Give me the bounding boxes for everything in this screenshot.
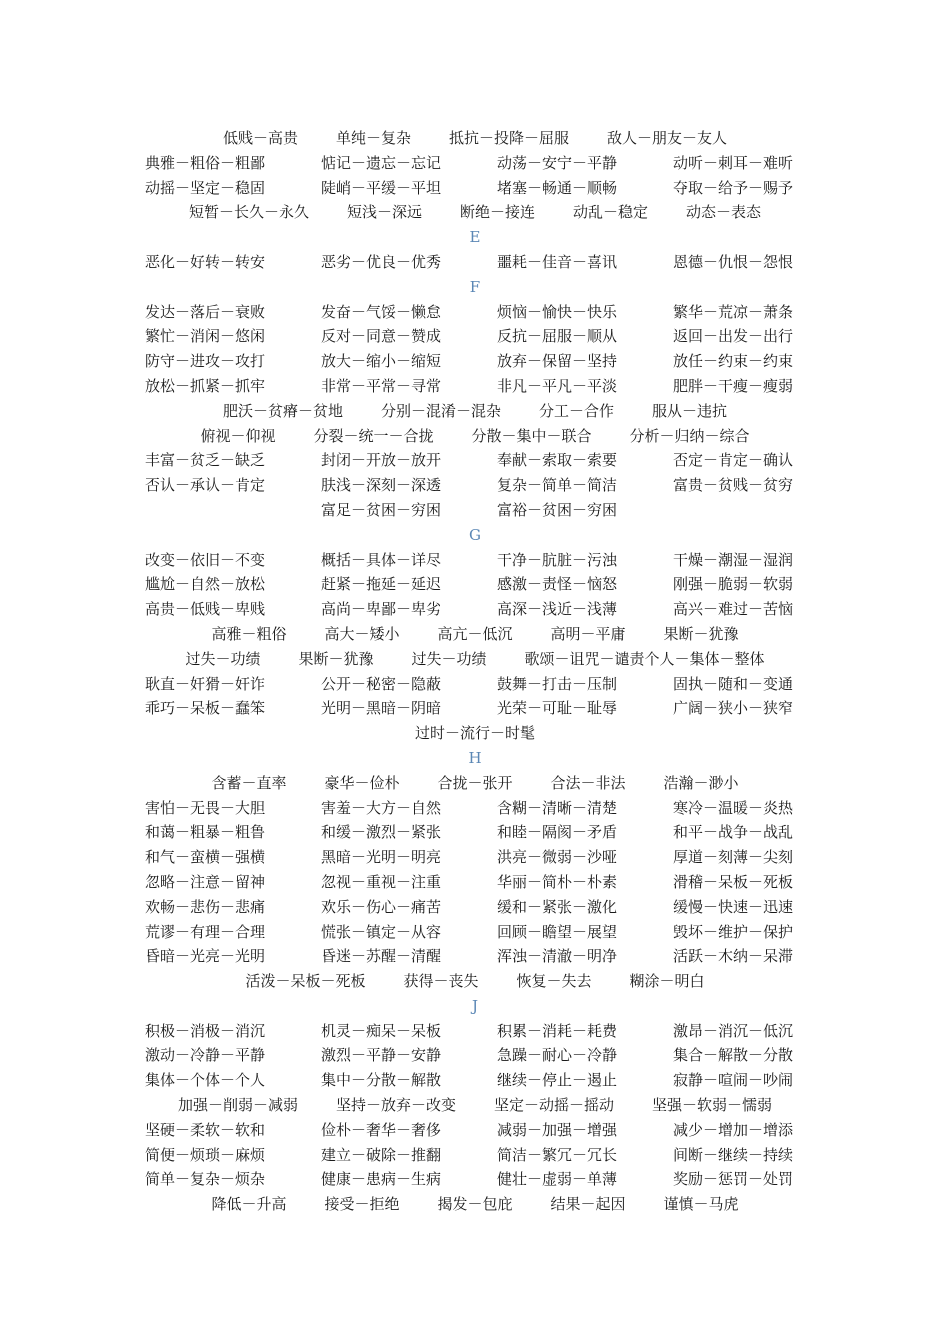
antonym-entry: 富贵－贫贱－贫穷 <box>673 476 794 495</box>
antonym-entry: 复杂－简单－简洁 <box>497 476 618 495</box>
antonym-entry: 果断－犹豫 <box>298 649 374 668</box>
antonym-entry: 降低－升高 <box>211 1195 287 1214</box>
antonym-entry: 恶劣－优良－优秀 <box>321 252 442 271</box>
antonym-entry: 发奋－气馁－懒怠 <box>321 302 442 321</box>
antonym-entry: 健壮－虚弱－单薄 <box>497 1170 618 1189</box>
antonym-entry: 概括－具体－详尽 <box>321 550 442 569</box>
word-row <box>0 796 950 821</box>
antonym-entry: 缓和－紧张－激化 <box>497 897 618 916</box>
antonym-entry: 典雅－粗俗－粗鄙 <box>145 153 266 172</box>
antonym-entry: 烦恼－愉快－快乐 <box>497 302 618 321</box>
antonym-entry: 害羞－大方－自然 <box>321 798 442 817</box>
antonym-entry: 坚持－放弃－改变 <box>335 1096 456 1115</box>
antonym-entry: 光荣－可耻－耻辱 <box>497 699 618 718</box>
antonym-entry: 低贱－高贵 <box>222 129 298 147</box>
antonym-entry: 高深－浅近－浅薄 <box>497 600 618 619</box>
antonym-entry: 断绝－接连 <box>459 203 535 222</box>
antonym-entry: 俭朴－奢华－奢侈 <box>321 1120 442 1139</box>
antonym-entry: 放松－抓紧－抓牢 <box>145 376 266 395</box>
antonym-list <box>0 126 950 1217</box>
antonym-entry: 否认－承认－肯定 <box>145 476 266 495</box>
antonym-entry: 非凡－平凡－平淡 <box>497 376 618 395</box>
antonym-entry: 鼓舞－打击－压制 <box>497 674 618 693</box>
antonym-entry: 防守－进攻－攻打 <box>145 352 266 371</box>
antonym-entry: 公开－秘密－隐蔽 <box>321 674 442 693</box>
antonym-entry: 谨慎－马虎 <box>663 1195 739 1214</box>
antonym-entry: 激烈－平静－安静 <box>321 1046 442 1065</box>
antonym-entry: 简便－烦琐－麻烦 <box>145 1145 266 1164</box>
word-row <box>0 300 950 325</box>
antonym-entry: 和缓－激烈－紧张 <box>321 823 442 842</box>
antonym-entry: 和睦－隔阂－矛盾 <box>497 823 618 842</box>
antonym-entry: 豪华－俭朴 <box>324 773 400 792</box>
antonym-entry: 过时－流行－时髦 <box>414 724 535 743</box>
antonym-entry: 简洁－繁冗－冗长 <box>497 1145 618 1164</box>
word-row <box>0 895 950 920</box>
word-row <box>0 250 950 275</box>
antonym-entry: 集体－个体－个人 <box>145 1071 266 1090</box>
word-row <box>0 820 950 845</box>
antonym-entry: 过失－功绩 <box>185 649 261 668</box>
antonym-entry: 积极－消极－消沉 <box>145 1021 266 1040</box>
word-row <box>0 473 950 498</box>
antonym-entry: 繁忙－消闲－悠闲 <box>145 327 266 346</box>
antonym-entry: 动听－刺耳－难听 <box>673 153 794 172</box>
antonym-entry: 坚定－动摇－摇动 <box>494 1096 615 1115</box>
word-row <box>0 126 950 151</box>
antonym-entry: 广阔－狭小－狭窄 <box>673 699 794 718</box>
antonym-entry: 忽视－重视－注重 <box>321 872 442 891</box>
antonym-entry: 服从－违抗 <box>652 401 728 420</box>
word-row <box>0 498 950 523</box>
antonym-entry: 感激－责怪－恼怒 <box>497 575 618 594</box>
antonym-entry: 结果－起因 <box>550 1195 626 1214</box>
antonym-entry: 反对－同意－赞成 <box>321 327 442 346</box>
antonym-entry: 活跃－木纳－呆滞 <box>673 947 794 966</box>
word-row <box>0 1093 950 1118</box>
antonym-entry: 寒冷－温暖－炎热 <box>673 798 794 817</box>
antonym-entry: 含蓄－直率 <box>211 773 287 792</box>
antonym-entry: 动摇－坚定－稳固 <box>145 178 266 197</box>
word-row <box>0 151 950 176</box>
antonym-entry: 动乱－稳定 <box>573 203 649 222</box>
antonym-entry: 害怕－无畏－大胆 <box>145 798 266 817</box>
antonym-entry: 乖巧－呆板－蠢笨 <box>145 699 266 718</box>
antonym-entry: 赶紧－拖延－延迟 <box>321 575 442 594</box>
antonym-entry: 华丽－简朴－朴素 <box>497 872 618 891</box>
antonym-entry: 噩耗－佳音－喜讯 <box>497 252 618 271</box>
antonym-entry: 寂静－喧闹－吵闹 <box>673 1071 794 1090</box>
word-row <box>0 399 950 424</box>
word-row <box>0 696 950 721</box>
antonym-entry: 抵抗－投降－屈服 <box>449 129 570 147</box>
section-letter: F <box>469 277 481 296</box>
antonym-entry: 肤浅－深刻－深透 <box>321 476 442 495</box>
antonym-entry: 和蔼－粗暴－粗鲁 <box>145 823 266 842</box>
antonym-entry: 回顾－瞻望－展望 <box>497 922 618 941</box>
antonym-entry: 高尚－卑鄙－卑劣 <box>321 600 442 619</box>
antonym-entry: 返回－出发－出行 <box>673 327 794 346</box>
antonym-entry: 活泼－呆板－死板 <box>245 972 366 991</box>
antonym-entry: 肥胖－干瘦－瘦弱 <box>673 376 794 395</box>
word-row <box>0 572 950 597</box>
word-row <box>0 1118 950 1143</box>
antonym-entry: 昏迷－苏醒－清醒 <box>321 947 442 966</box>
word-row <box>0 870 950 895</box>
antonym-entry: 简单－复杂－烦杂 <box>145 1170 266 1189</box>
antonym-entry: 陡峭－平缓－平坦 <box>321 178 442 197</box>
antonym-entry: 高亢－低沉 <box>437 624 513 643</box>
antonym-entry: 集中－分散－解散 <box>321 1071 442 1090</box>
antonym-entry: 恶化－好转－转安 <box>145 252 266 271</box>
antonym-entry: 果断－犹豫 <box>663 624 739 643</box>
word-row <box>0 349 950 374</box>
antonym-entry: 奖励－惩罚－处罚 <box>673 1170 794 1189</box>
antonym-entry: 短浅－深远 <box>346 203 422 222</box>
antonym-entry: 反抗－屈服－顺从 <box>497 327 618 346</box>
word-row <box>0 597 950 622</box>
antonym-entry: 奉献－索取－索要 <box>497 451 618 470</box>
antonym-entry: 减弱－加强－增强 <box>497 1120 618 1139</box>
word-row <box>0 920 950 945</box>
antonym-entry: 机灵－痴呆－呆板 <box>321 1021 442 1040</box>
antonym-entry: 恢复－失去 <box>516 972 592 991</box>
antonym-entry: 合法－非法 <box>550 773 626 792</box>
antonym-entry: 坚硬－柔软－软和 <box>145 1120 266 1139</box>
antonym-entry: 分裂－统一－合拢 <box>313 426 434 445</box>
section-letter: G <box>469 525 481 544</box>
antonym-entry: 高大－矮小 <box>324 624 400 643</box>
antonym-entry: 分散－集中－联合 <box>471 426 592 445</box>
word-row <box>0 1043 950 1068</box>
antonym-entry: 和平－战争－战乱 <box>673 823 794 842</box>
antonym-entry: 和气－蛮横－强横 <box>145 848 266 867</box>
antonym-entry: 高兴－难过－苦恼 <box>673 600 794 619</box>
antonym-entry: 缓慢－快速－迅速 <box>673 897 794 916</box>
antonym-entry: 过失－功绩 <box>411 649 487 668</box>
antonym-entry: 敌人－朋友－友人 <box>607 129 728 147</box>
word-row <box>0 176 950 201</box>
antonym-entry: 加强－削弱－减弱 <box>177 1096 298 1115</box>
antonym-entry: 高明－平庸 <box>550 624 626 643</box>
antonym-entry: 激昂－消沉－低沉 <box>673 1021 794 1040</box>
antonym-entry: 放大－缩小－缩短 <box>321 352 442 371</box>
word-row <box>0 200 950 225</box>
antonym-entry: 黑暗－光明－明亮 <box>321 848 442 867</box>
antonym-entry: 否定－肯定－确认 <box>673 451 794 470</box>
word-row <box>0 1167 950 1192</box>
word-row <box>0 622 950 647</box>
antonym-entry: 合拢－张开 <box>437 773 513 792</box>
antonym-entry: 激动－冷静－平静 <box>145 1046 266 1065</box>
word-row <box>0 672 950 697</box>
section-letter: J <box>471 996 478 1015</box>
antonym-entry: 发达－落后－衰败 <box>145 302 266 321</box>
antonym-entry: 分工－合作 <box>539 401 615 420</box>
antonym-entry: 欢畅－悲伤－悲痛 <box>145 897 266 916</box>
antonym-entry: 恩德－仇恨－怨恨 <box>673 252 794 271</box>
antonym-entry: 非常－平常－寻常 <box>321 376 442 395</box>
word-row <box>0 1143 950 1168</box>
antonym-entry: 惦记－遗忘－忘记 <box>321 153 442 172</box>
antonym-entry: 改变－依旧－不变 <box>145 550 266 569</box>
antonym-entry: 间断－继续－持续 <box>673 1145 794 1164</box>
antonym-entry: 短暂－长久－永久 <box>188 203 309 222</box>
antonym-entry: 耿直－奸猾－奸诈 <box>145 674 266 693</box>
antonym-entry: 堵塞－畅通－顺畅 <box>497 178 618 197</box>
antonym-entry: 固执－随和－变通 <box>673 674 794 693</box>
antonym-entry: 富裕－贫困－穷困 <box>497 500 618 519</box>
antonym-entry: 揭发－包庇 <box>437 1195 513 1214</box>
antonym-entry: 放任－约束－约束 <box>673 352 794 371</box>
antonym-entry: 建立－破除－推翻 <box>321 1145 442 1164</box>
antonym-entry: 富足－贫困－穷困 <box>321 500 442 519</box>
antonym-entry: 分别－混淆－混杂 <box>380 401 501 420</box>
antonym-entry: 俯视－仰视 <box>200 426 276 445</box>
antonym-entry: 减少－增加－增添 <box>673 1120 794 1139</box>
word-row <box>0 1068 950 1093</box>
antonym-entry: 接受－拒绝 <box>324 1195 400 1214</box>
antonym-entry: 干燥－潮湿－湿润 <box>673 550 794 569</box>
antonym-entry: 分析－归纳－综合 <box>629 426 750 445</box>
antonym-entry: 浑浊－清澈－明净 <box>497 947 618 966</box>
antonym-entry: 集合－解散－分散 <box>673 1046 794 1065</box>
word-row <box>0 969 950 994</box>
word-row <box>0 448 950 473</box>
word-row <box>0 647 950 672</box>
antonym-entry: 动态－表态 <box>686 203 762 222</box>
antonym-entry: 荒谬－有理－合理 <box>145 922 266 941</box>
antonym-entry: 歌颂－诅咒－谴责个人－集体－整体 <box>524 649 765 668</box>
antonym-entry: 欢乐－伤心－痛苦 <box>321 897 442 916</box>
antonym-entry: 昏暗－光亮－光明 <box>145 947 266 966</box>
antonym-entry: 获得－丧失 <box>403 972 479 991</box>
antonym-entry: 慌张－镇定－从容 <box>321 922 442 941</box>
section-letter: E <box>469 228 481 247</box>
word-row <box>0 1192 950 1217</box>
antonym-entry: 积累－消耗－耗费 <box>497 1021 618 1040</box>
word-row <box>0 324 950 349</box>
antonym-entry: 毁坏－维护－保护 <box>673 922 794 941</box>
word-row <box>0 1019 950 1044</box>
antonym-entry: 坚强－软弱－懦弱 <box>652 1096 773 1115</box>
antonym-entry: 干净－肮脏－污浊 <box>497 550 618 569</box>
antonym-entry: 含糊－清晰－清楚 <box>497 798 618 817</box>
antonym-entry: 刚强－脆弱－软弱 <box>673 575 794 594</box>
antonym-entry: 尴尬－自然－放松 <box>145 575 266 594</box>
antonym-entry: 洪亮－微弱－沙哑 <box>497 848 618 867</box>
antonym-entry: 健康－患病－生病 <box>321 1170 442 1189</box>
antonym-entry: 忽略－注意－留神 <box>145 872 266 891</box>
antonym-entry: 高贵－低贱－卑贱 <box>145 600 266 619</box>
antonym-entry: 急躁－耐心－冷静 <box>497 1046 618 1065</box>
word-row <box>0 548 950 573</box>
antonym-entry: 封闭－开放－放开 <box>321 451 442 470</box>
word-row <box>0 771 950 796</box>
section-letter: H <box>468 748 482 767</box>
antonym-entry: 光明－黑暗－阴暗 <box>321 699 442 718</box>
word-row <box>0 845 950 870</box>
antonym-entry: 厚道－刻薄－尖刻 <box>673 848 794 867</box>
antonym-entry: 放弃－保留－坚持 <box>497 352 618 371</box>
antonym-entry: 浩瀚－渺小 <box>663 773 739 792</box>
antonym-entry: 单纯－复杂 <box>335 129 411 147</box>
antonym-entry: 糊涂－明白 <box>629 972 705 991</box>
word-row <box>0 374 950 399</box>
antonym-entry: 夺取－给予－赐予 <box>673 178 794 197</box>
antonym-entry: 肥沃－贫瘠－贫地 <box>222 401 343 420</box>
antonym-entry: 滑稽－呆板－死板 <box>673 872 794 891</box>
antonym-entry: 繁华－荒凉－萧条 <box>673 302 794 321</box>
word-row <box>0 721 950 746</box>
antonym-entry: 动荡－安宁－平静 <box>497 153 618 172</box>
antonym-entry: 继续－停止－遏止 <box>497 1071 618 1090</box>
antonym-entry: 丰富－贫乏－缺乏 <box>145 451 266 470</box>
word-row <box>0 944 950 969</box>
word-row <box>0 424 950 449</box>
antonym-entry: 高雅－粗俗 <box>211 624 287 643</box>
